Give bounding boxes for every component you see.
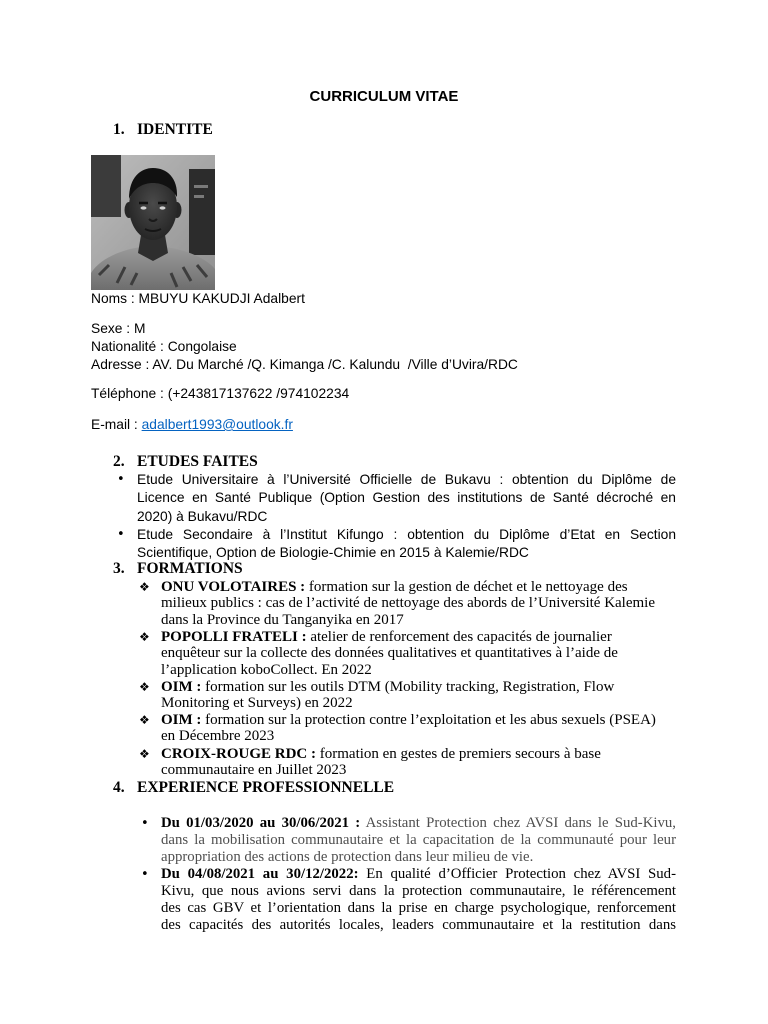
training-organization: POPOLLI FRATELI : (161, 628, 307, 645)
address-label: Adresse : (91, 357, 150, 372)
experience-line (161, 815, 676, 832)
training-line (161, 629, 768, 646)
experience-item (0, 866, 768, 934)
training-item (0, 712, 768, 745)
training-organization: OIM : (161, 711, 202, 728)
study-item (0, 526, 768, 563)
section-number: 2. (113, 453, 125, 470)
section-title: EXPERIENCE PROFESSIONNELLE (137, 779, 395, 796)
nationality-value: Congolaise (167, 339, 237, 354)
training-text: formation sur les outils DTM (Mobility tracking, Registration, Flow (205, 678, 615, 695)
email-label: E-mail : (91, 417, 138, 432)
phone-label: Téléphone : (91, 386, 164, 401)
bullet-icon: • (141, 866, 149, 882)
study-line: Etude Universitaire à l’Université Officielle de Bukavu : obtention du Diplôme de (137, 472, 676, 487)
training-line: milieux publics : cas de l’activité de nettoyage des abords de l’Université Kalemie (161, 595, 656, 612)
profile-photo (91, 155, 215, 290)
address-value: AV. Du Marché /Q. Kimanga /C. Kalundu /Ville d’Uvira/RDC (152, 357, 518, 372)
name-label: Noms : (91, 291, 135, 306)
bullet-icon: • (141, 815, 149, 831)
training-item (0, 679, 768, 712)
section-title: IDENTITE (137, 121, 213, 138)
training-line: enquêteur sur la collecte des données qualitatives et quantitatives à l’aide de (161, 645, 618, 662)
section-number: 3. (113, 560, 125, 577)
diamond-bullet-icon: ❖ (139, 579, 150, 594)
training-item (0, 629, 768, 679)
training-organization: CROIX-ROUGE RDC : (161, 745, 316, 762)
diamond-bullet-icon: ❖ (139, 629, 150, 644)
address-row (91, 356, 518, 374)
experience-line (161, 866, 676, 883)
diamond-bullet-icon: ❖ (139, 712, 150, 727)
experience-line: Kivu, que nous avions servi dans la protection communautaire, le référencement (161, 882, 676, 899)
training-text: formation en gestes de premiers secours à base (319, 745, 601, 762)
experience-line: des capacités des autorités locales, leaders communautaire et la restitution dans (161, 916, 676, 933)
training-line (161, 679, 768, 696)
section-number: 1. (113, 121, 125, 138)
name-row (91, 290, 305, 308)
name-value: MBUYU KAKUDJI Adalbert (138, 291, 305, 306)
training-organization: OIM : (161, 678, 202, 695)
training-item (0, 579, 768, 629)
diamond-bullet-icon: ❖ (139, 679, 150, 694)
experience-line: dans la mobilisation communautaire et la capacitation de la communauté pour leur (161, 831, 676, 848)
training-line (161, 712, 768, 729)
section-title: FORMATIONS (137, 560, 243, 577)
training-line (161, 746, 768, 763)
email-row (91, 416, 293, 434)
experience-line: des cas GBV et l’orientation dans la prise en charge psychologique, renforcement (161, 899, 676, 916)
nationality-label: Nationalité : (91, 339, 164, 354)
training-line: l’application koboCollect. En 2022 (161, 662, 372, 678)
training-line: en Décembre 2023 (161, 728, 275, 745)
study-line: Licence en Santé Publique (Option Gestion des institutions de Santé décroché en (137, 490, 676, 506)
experience-item (0, 815, 768, 866)
training-text: formation sur la gestion de déchet et le nettoyage des (308, 578, 628, 595)
sex-label: Sexe : (91, 321, 131, 336)
sex-row (91, 320, 145, 338)
training-text: atelier de renforcement des capacités de journalier (310, 628, 612, 645)
section-heading-identite (0, 121, 768, 139)
section-title: ETUDES FAITES (137, 453, 258, 470)
document-title: CURRICULUM VITAE (309, 88, 459, 105)
bullet-icon: • (117, 526, 125, 542)
phone-row (91, 385, 349, 403)
diamond-bullet-icon: ❖ (139, 746, 150, 761)
section-number: 4. (113, 779, 125, 796)
sex-value: M (133, 321, 146, 336)
experience-line: appropriation des actions de protection dans leur milieu de vie. (161, 848, 534, 865)
experience-text: En qualité d’Officier Protection chez AVSI Sud- (366, 865, 677, 882)
training-text: formation sur la protection contre l’exploitation et les abus sexuels (PSEA) (205, 711, 656, 728)
bullet-icon: • (117, 472, 125, 487)
training-organization: ONU VOLOTAIRES : (161, 578, 306, 595)
study-line: Scientifique, Option de Biologie-Chimie en 2015 à Kalemie/RDC (137, 545, 529, 561)
experience-text: Assistant Protection chez AVSI dans le Sud-Kivu, (365, 814, 677, 831)
section-heading-experience (0, 779, 768, 797)
email-link[interactable]: adalbert1993@outlook.fr (141, 417, 293, 432)
nationality-row (91, 338, 237, 356)
experience-period: Du 04/08/2021 au 30/12/2022: (161, 865, 359, 882)
section-heading-etudes (0, 453, 768, 471)
study-item (0, 471, 768, 526)
experience-period: Du 01/03/2020 au 30/06/2021 : (161, 814, 361, 831)
phone-value: (+243817137622 /974102234 (167, 386, 350, 401)
study-line: 2020) à Bukavu/RDC (137, 508, 268, 524)
training-item (0, 746, 768, 779)
training-line: dans la Province du Tanganyika en 2017 (161, 612, 404, 628)
training-line: Monitoring et Surveys) en 2022 (161, 695, 353, 712)
section-heading-formations (0, 560, 768, 578)
training-line (161, 579, 768, 596)
training-line: communautaire en Juillet 2023 (161, 762, 347, 779)
study-line: Etude Secondaire à l’Institut Kifungo : obtention du Diplôme d’Etat en Section (137, 526, 676, 542)
